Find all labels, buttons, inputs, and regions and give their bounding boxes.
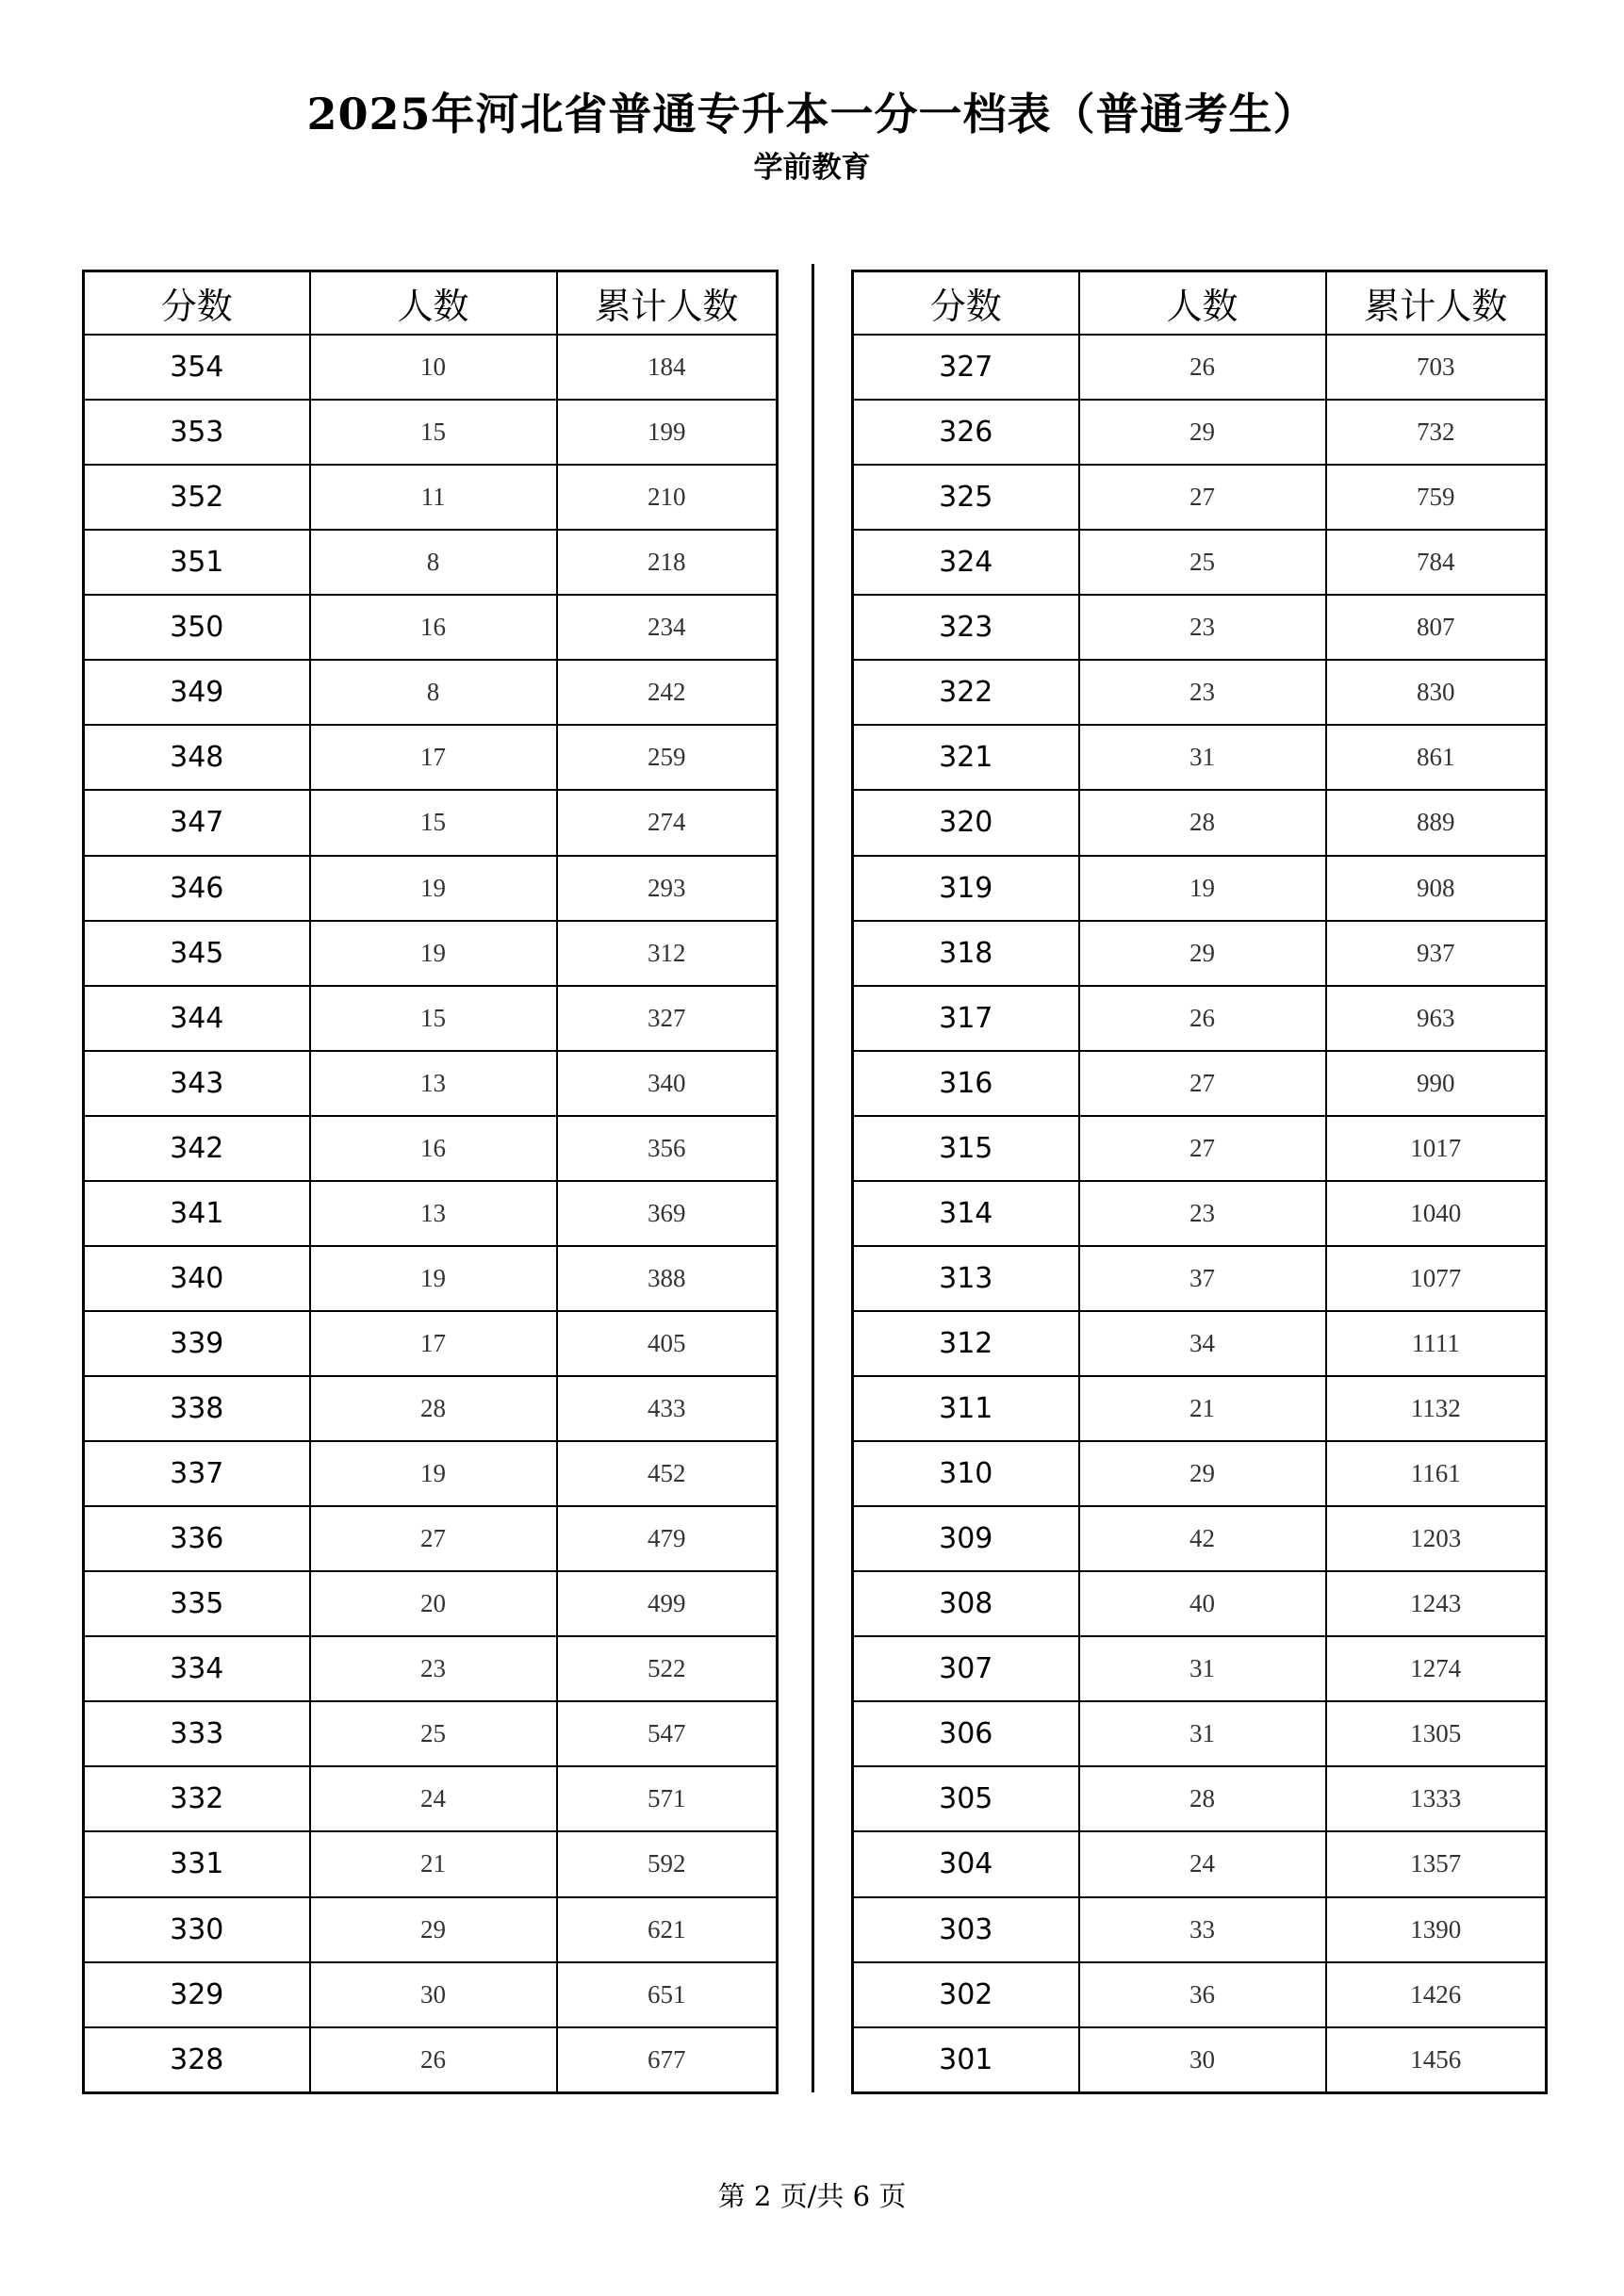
score-cell: 329: [84, 1962, 310, 2027]
table-row: [853, 1246, 1547, 1311]
cumulative-cell: 807: [1326, 595, 1547, 660]
count-cell: 17: [310, 725, 557, 790]
page-footer: 第 2 页/共 6 页: [717, 2180, 907, 2212]
count-cell: 20: [310, 1571, 557, 1636]
count-cell: 27: [1079, 1051, 1326, 1116]
table-row: [853, 660, 1547, 725]
score-cell: 352: [84, 465, 310, 530]
score-cell: 311: [853, 1376, 1079, 1441]
count-cell: 10: [310, 335, 557, 400]
count-cell: 23: [1079, 660, 1326, 725]
table-row: [853, 921, 1547, 986]
cumulative-cell: 218: [557, 530, 778, 595]
cumulative-cell: 293: [557, 856, 778, 921]
count-cell: 29: [1079, 921, 1326, 986]
score-cell: 346: [84, 856, 310, 921]
cumulative-cell: 1132: [1326, 1376, 1547, 1441]
cumulative-cell: 861: [1326, 725, 1547, 790]
table-row: [853, 1376, 1547, 1441]
table-row: [84, 1376, 778, 1441]
count-cell: 8: [310, 530, 557, 595]
table-row: [853, 725, 1547, 790]
table-row: [84, 1766, 778, 1831]
table-row: [853, 1962, 1547, 2027]
score-cell: 347: [84, 790, 310, 855]
count-cell: 42: [1079, 1506, 1326, 1571]
cumulative-cell: 889: [1326, 790, 1547, 855]
score-cell: 322: [853, 660, 1079, 725]
count-cell: 21: [1079, 1376, 1326, 1441]
score-cell: 330: [84, 1897, 310, 1962]
count-cell: 26: [1079, 335, 1326, 400]
count-cell: 28: [1079, 1766, 1326, 1831]
table-row: [84, 1116, 778, 1181]
count-cell: 19: [310, 1246, 557, 1311]
score-cell: 337: [84, 1441, 310, 1506]
count-cell: 15: [310, 986, 557, 1051]
count-cell: 11: [310, 465, 557, 530]
cumulative-cell: 522: [557, 1636, 778, 1701]
cumulative-cell: 1426: [1326, 1962, 1547, 2027]
score-cell: 348: [84, 725, 310, 790]
score-cell: 320: [853, 790, 1079, 855]
count-cell: 19: [1079, 856, 1326, 921]
table-row: [853, 530, 1547, 595]
score-cell: 306: [853, 1701, 1079, 1766]
score-cell: 339: [84, 1311, 310, 1376]
count-cell: 23: [1079, 595, 1326, 660]
count-cell: 23: [310, 1636, 557, 1701]
column-header-cumulative: 累计人数: [557, 271, 778, 336]
count-cell: 19: [310, 856, 557, 921]
cumulative-cell: 356: [557, 1116, 778, 1181]
table-row: [853, 1636, 1547, 1701]
table-row: [853, 790, 1547, 855]
table-row: [84, 2027, 778, 2093]
cumulative-cell: 1333: [1326, 1766, 1547, 1831]
table-row: [84, 595, 778, 660]
cumulative-cell: 732: [1326, 400, 1547, 465]
count-cell: 27: [310, 1506, 557, 1571]
score-cell: 314: [853, 1181, 1079, 1246]
score-cell: 336: [84, 1506, 310, 1571]
table-row: [853, 1766, 1547, 1831]
score-cell: 328: [84, 2027, 310, 2093]
count-cell: 27: [1079, 1116, 1326, 1181]
cumulative-cell: 830: [1326, 660, 1547, 725]
count-cell: 13: [310, 1181, 557, 1246]
count-cell: 34: [1079, 1311, 1326, 1376]
table-header-row: [853, 271, 1547, 336]
score-cell: 341: [84, 1181, 310, 1246]
table-row: [84, 1051, 778, 1116]
score-cell: 349: [84, 660, 310, 725]
count-cell: 16: [310, 1116, 557, 1181]
table-row: [84, 1571, 778, 1636]
score-cell: 319: [853, 856, 1079, 921]
count-cell: 21: [310, 1831, 557, 1896]
score-cell: 333: [84, 1701, 310, 1766]
table-row: [84, 1962, 778, 2027]
count-cell: 29: [310, 1897, 557, 1962]
column-header-score: 分数: [853, 271, 1079, 336]
table-header-row: [84, 271, 778, 336]
count-cell: 13: [310, 1051, 557, 1116]
score-cell: 334: [84, 1636, 310, 1701]
table-row: [84, 465, 778, 530]
score-cell: 332: [84, 1766, 310, 1831]
table-row: [853, 1897, 1547, 1962]
count-cell: 36: [1079, 1962, 1326, 2027]
table-row: [84, 1441, 778, 1506]
score-cell: 338: [84, 1376, 310, 1441]
table-row: [84, 1311, 778, 1376]
cumulative-cell: 242: [557, 660, 778, 725]
cumulative-cell: 1017: [1326, 1116, 1547, 1181]
table-row: [84, 1506, 778, 1571]
score-cell: 351: [84, 530, 310, 595]
table-row: [84, 921, 778, 986]
count-cell: 19: [310, 921, 557, 986]
table-row: [84, 1831, 778, 1896]
cumulative-cell: 259: [557, 725, 778, 790]
count-cell: 31: [1079, 1701, 1326, 1766]
count-cell: 26: [310, 2027, 557, 2093]
cumulative-cell: 1203: [1326, 1506, 1547, 1571]
score-cell: 323: [853, 595, 1079, 660]
score-cell: 303: [853, 1897, 1079, 1962]
table-row: [853, 856, 1547, 921]
count-cell: 25: [1079, 530, 1326, 595]
cumulative-cell: 1077: [1326, 1246, 1547, 1311]
cumulative-cell: 784: [1326, 530, 1547, 595]
cumulative-cell: 1040: [1326, 1181, 1547, 1246]
table-row: [853, 1311, 1547, 1376]
cumulative-cell: 312: [557, 921, 778, 986]
cumulative-cell: 1243: [1326, 1571, 1547, 1636]
page-subtitle: 学前教育: [753, 151, 871, 185]
table-row: [84, 1246, 778, 1311]
cumulative-cell: 369: [557, 1181, 778, 1246]
table-row: [853, 400, 1547, 465]
score-cell: 316: [853, 1051, 1079, 1116]
cumulative-cell: 937: [1326, 921, 1547, 986]
cumulative-cell: 1390: [1326, 1897, 1547, 1962]
table-row: [84, 335, 778, 400]
cumulative-cell: 479: [557, 1506, 778, 1571]
cumulative-cell: 1456: [1326, 2027, 1547, 2093]
cumulative-cell: 274: [557, 790, 778, 855]
table-row: [84, 790, 778, 855]
cumulative-cell: 963: [1326, 986, 1547, 1051]
table-row: [853, 1181, 1547, 1246]
cumulative-cell: 759: [1326, 465, 1547, 530]
cumulative-cell: 1274: [1326, 1636, 1547, 1701]
cumulative-cell: 327: [557, 986, 778, 1051]
cumulative-cell: 571: [557, 1766, 778, 1831]
cumulative-cell: 1357: [1326, 1831, 1547, 1896]
cumulative-cell: 210: [557, 465, 778, 530]
count-cell: 24: [1079, 1831, 1326, 1896]
cumulative-cell: 547: [557, 1701, 778, 1766]
count-cell: 25: [310, 1701, 557, 1766]
cumulative-cell: 1111: [1326, 1311, 1547, 1376]
cumulative-cell: 1161: [1326, 1441, 1547, 1506]
count-cell: 15: [310, 790, 557, 855]
table-row: [853, 1441, 1547, 1506]
count-cell: 16: [310, 595, 557, 660]
score-cell: 313: [853, 1246, 1079, 1311]
column-header-score: 分数: [84, 271, 310, 336]
table-row: [853, 986, 1547, 1051]
count-cell: 23: [1079, 1181, 1326, 1246]
table-row: [84, 1181, 778, 1246]
count-cell: 30: [310, 1962, 557, 2027]
score-table-right: [851, 270, 1548, 2094]
score-table-left-body: [84, 335, 778, 2093]
score-cell: 350: [84, 595, 310, 660]
cumulative-cell: 199: [557, 400, 778, 465]
count-cell: 33: [1079, 1897, 1326, 1962]
score-table-left: [82, 270, 779, 2094]
table-row: [84, 1897, 778, 1962]
score-cell: 344: [84, 986, 310, 1051]
count-cell: 17: [310, 1311, 557, 1376]
cumulative-cell: 677: [557, 2027, 778, 2093]
score-cell: 310: [853, 1441, 1079, 1506]
score-cell: 353: [84, 400, 310, 465]
column-header-count: 人数: [1079, 271, 1326, 336]
cumulative-cell: 703: [1326, 335, 1547, 400]
table-row: [853, 1831, 1547, 1896]
count-cell: 27: [1079, 465, 1326, 530]
score-cell: 317: [853, 986, 1079, 1051]
page-title: 2025年河北省普通专升本一分一档表（普通考生）: [306, 89, 1318, 139]
table-row: [853, 465, 1547, 530]
table-row: [853, 1701, 1547, 1766]
count-cell: 37: [1079, 1246, 1326, 1311]
cumulative-cell: 340: [557, 1051, 778, 1116]
table-row: [84, 1636, 778, 1701]
score-cell: 331: [84, 1831, 310, 1896]
count-cell: 28: [1079, 790, 1326, 855]
score-cell: 325: [853, 465, 1079, 530]
score-cell: 335: [84, 1571, 310, 1636]
cumulative-cell: 1305: [1326, 1701, 1547, 1766]
table-row: [853, 595, 1547, 660]
table-row: [853, 1571, 1547, 1636]
table-row: [84, 530, 778, 595]
table-row: [84, 986, 778, 1051]
cumulative-cell: 499: [557, 1571, 778, 1636]
score-cell: 318: [853, 921, 1079, 986]
score-cell: 302: [853, 1962, 1079, 2027]
table-row: [853, 1506, 1547, 1571]
score-cell: 312: [853, 1311, 1079, 1376]
score-cell: 308: [853, 1571, 1079, 1636]
score-cell: 309: [853, 1506, 1079, 1571]
count-cell: 8: [310, 660, 557, 725]
count-cell: 19: [310, 1441, 557, 1506]
score-cell: 307: [853, 1636, 1079, 1701]
score-table-right-body: [853, 335, 1547, 2093]
cumulative-cell: 908: [1326, 856, 1547, 921]
table-row: [84, 725, 778, 790]
table-row: [84, 400, 778, 465]
score-cell: 354: [84, 335, 310, 400]
count-cell: 26: [1079, 986, 1326, 1051]
score-cell: 326: [853, 400, 1079, 465]
cumulative-cell: 452: [557, 1441, 778, 1506]
count-cell: 29: [1079, 400, 1326, 465]
cumulative-cell: 388: [557, 1246, 778, 1311]
count-cell: 24: [310, 1766, 557, 1831]
table-row: [853, 2027, 1547, 2093]
score-cell: 342: [84, 1116, 310, 1181]
table-row: [853, 335, 1547, 400]
table-row: [84, 1701, 778, 1766]
score-cell: 327: [853, 335, 1079, 400]
cumulative-cell: 234: [557, 595, 778, 660]
score-cell: 315: [853, 1116, 1079, 1181]
score-cell: 324: [853, 530, 1079, 595]
score-cell: 345: [84, 921, 310, 986]
score-cell: 305: [853, 1766, 1079, 1831]
score-cell: 343: [84, 1051, 310, 1116]
table-row: [853, 1051, 1547, 1116]
cumulative-cell: 592: [557, 1831, 778, 1896]
cumulative-cell: 990: [1326, 1051, 1547, 1116]
cumulative-cell: 405: [557, 1311, 778, 1376]
column-header-count: 人数: [310, 271, 557, 336]
table-row: [84, 660, 778, 725]
table-row: [853, 1116, 1547, 1181]
count-cell: 31: [1079, 1636, 1326, 1701]
column-divider: [812, 264, 814, 2092]
count-cell: 28: [310, 1376, 557, 1441]
count-cell: 30: [1079, 2027, 1326, 2093]
score-cell: 304: [853, 1831, 1079, 1896]
count-cell: 15: [310, 400, 557, 465]
score-cell: 301: [853, 2027, 1079, 2093]
table-row: [84, 856, 778, 921]
cumulative-cell: 651: [557, 1962, 778, 2027]
count-cell: 40: [1079, 1571, 1326, 1636]
count-cell: 29: [1079, 1441, 1326, 1506]
score-cell: 321: [853, 725, 1079, 790]
column-header-cumulative: 累计人数: [1326, 271, 1547, 336]
cumulative-cell: 184: [557, 335, 778, 400]
count-cell: 31: [1079, 725, 1326, 790]
score-cell: 340: [84, 1246, 310, 1311]
cumulative-cell: 621: [557, 1897, 778, 1962]
cumulative-cell: 433: [557, 1376, 778, 1441]
